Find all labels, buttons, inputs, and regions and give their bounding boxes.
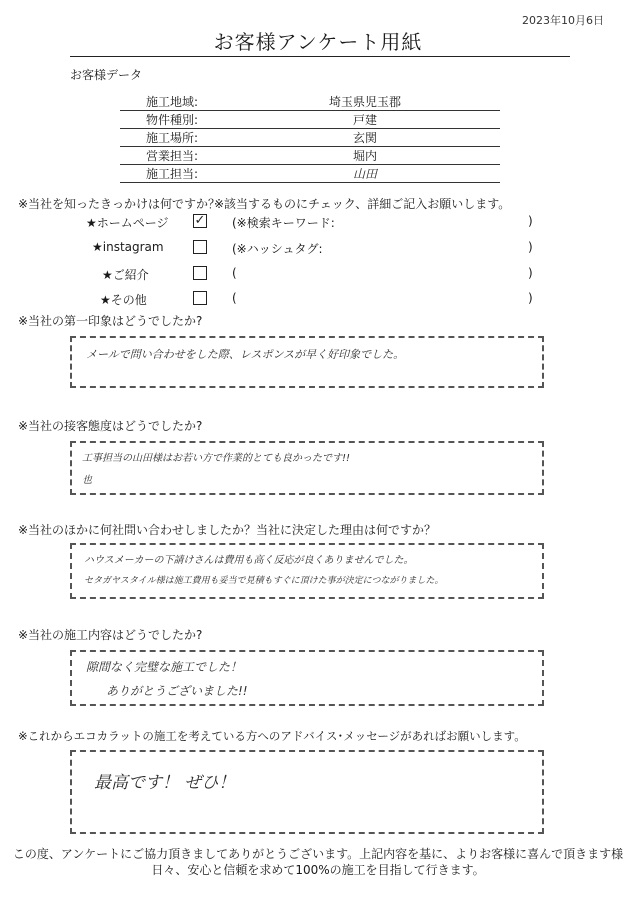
- customer-row-area: [120, 92, 500, 111]
- survey-date: 2023年10月6日: [522, 14, 604, 27]
- source-item-detail: (: [232, 266, 237, 280]
- referral-checkbox[interactable]: [193, 266, 207, 280]
- first-impression-question: ※当社の第一印象はどうでしたか?: [18, 314, 203, 328]
- customer-row-label: 施工担当:: [146, 167, 199, 181]
- source-item-label: ★ホームページ: [86, 216, 169, 230]
- source-item-close: ): [528, 214, 533, 228]
- title-underline: [70, 56, 570, 57]
- customer-row-label: 施工場所:: [146, 131, 199, 145]
- source-item-label: ★instagram: [92, 240, 164, 254]
- customer-row-value: 山田: [352, 167, 377, 181]
- reason-answer-box[interactable]: [70, 543, 544, 599]
- source-item-close: ): [528, 240, 533, 254]
- service-attitude-answer-line: 工事担当の山田様はお若い方で作業的とても良かったです!!: [82, 453, 351, 464]
- source-instruction: ※該当するものにチェック、詳細ご記入お願いします。: [214, 197, 511, 211]
- service-attitude-answer-line: 也: [82, 475, 92, 486]
- source-item-detail: (: [232, 291, 237, 305]
- reason-answer-line: ハウスメーカーの下請けさんは費用も高く反応が良くありませんでした。: [84, 555, 414, 566]
- source-item-label: ★その他: [100, 293, 147, 307]
- customer-row-label: 営業担当:: [146, 149, 199, 163]
- advice-answer-box[interactable]: [70, 750, 544, 834]
- service-attitude-question: ※当社の接客態度はどうでしたか?: [18, 419, 203, 433]
- customer-row-location: [120, 128, 500, 147]
- customer-row-installer: [120, 164, 500, 183]
- construction-quality-question: ※当社の施工内容はどうでしたか?: [18, 628, 203, 642]
- service-attitude-answer-box[interactable]: [70, 441, 544, 495]
- instagram-checkbox[interactable]: [193, 240, 207, 254]
- reason-answer-line: セタガヤスタイル様は施工費用も妥当で見積もすぐに頂けた事が決定につながりました。: [84, 576, 444, 586]
- customer-row-value: 埼玉県児玉郡: [328, 95, 401, 109]
- footer-line-2: 日々、安心と信頼を求めて100%の施工を目指して行きます。: [151, 863, 485, 877]
- customer-row-type: [120, 110, 500, 129]
- customer-row-value: 玄関: [352, 131, 377, 145]
- page-title: お客様アンケート用紙: [213, 30, 423, 54]
- source-item-close: ): [528, 266, 533, 280]
- source-item-detail: (※ハッシュタグ:: [232, 242, 323, 256]
- first-impression-answer-box[interactable]: [70, 336, 544, 388]
- customer-row-sales: [120, 146, 500, 165]
- homepage-checkbox[interactable]: [193, 214, 207, 228]
- customer-row-value: 戸建: [352, 113, 377, 127]
- construction-quality-answer-box[interactable]: [70, 650, 544, 706]
- source-question: ※当社を知ったきっかけは何ですか？: [18, 197, 221, 211]
- check-mark-icon: ✓: [194, 213, 206, 228]
- footer-line-1: この度、アンケートにご協力頂きましてありがとうございます。上記内容を基に、よりお客様に喜んで頂きます様: [12, 847, 624, 861]
- first-impression-answer: メールで問い合わせをした際、レスポンスが早く好印象でした。: [86, 348, 405, 361]
- source-item-detail: (※検索キーワード:: [232, 216, 335, 230]
- customer-row-label: 物件種別:: [146, 113, 199, 127]
- advice-answer: 最高です！ ぜひ！: [94, 773, 236, 793]
- construction-quality-answer-line: ありがとうございました!!: [106, 684, 248, 698]
- reason-question: ※当社のほかに何社問い合わせしましたか？当社に決定した理由は何ですか？: [18, 523, 437, 537]
- customer-row-label: 施工地域:: [146, 95, 199, 109]
- advice-question: ※これからエコカラットの施工を考えている方へのアドバイス･メッセージがあればお願いします。: [18, 729, 526, 743]
- customer-row-value: 堀内: [352, 149, 377, 163]
- other-checkbox[interactable]: [193, 291, 207, 305]
- construction-quality-answer-line: 隙間なく完璧な施工でした！: [86, 660, 243, 674]
- source-item-label: ★ご紹介: [102, 268, 149, 282]
- customer-section-label: お客様データ: [70, 68, 143, 82]
- source-item-close: ): [528, 291, 533, 305]
